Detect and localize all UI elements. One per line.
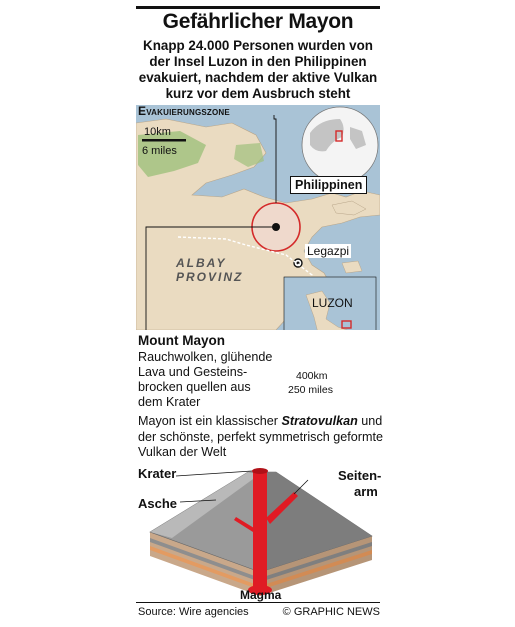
- footer-rule: [136, 602, 380, 603]
- label-side-arm-2: arm: [354, 484, 378, 499]
- strato-term: Stratovulkan: [281, 414, 358, 428]
- source-credit: Source: Wire agencies: [138, 606, 249, 618]
- map-scale-miles: 6 miles: [142, 145, 177, 157]
- region-label-provinz: PROVINZ: [176, 270, 244, 284]
- mayon-description: Rauchwolken, glühende Lava und Gesteins-brocken quellen aus dem Krater: [138, 350, 273, 409]
- map-scale-bar: [142, 139, 186, 142]
- top-rule: [136, 6, 380, 9]
- map-scale-km: 10km: [144, 126, 171, 138]
- page-title: Gefährlicher Mayon: [162, 10, 354, 33]
- label-ash: Asche: [138, 496, 178, 511]
- copyright-credit: © GRAPHIC NEWS: [282, 606, 380, 618]
- label-crater: Krater: [138, 466, 177, 481]
- stratovolcano-text: [138, 414, 384, 461]
- evacuation-zone-label: Evakuierungszone: [138, 104, 230, 118]
- globe-label: Philippinen: [290, 176, 367, 194]
- city-label-legazpi: Legazpi: [307, 244, 350, 258]
- crater: [252, 468, 268, 474]
- label-magma: Magma: [240, 588, 282, 602]
- inset-scale-km: 400km: [296, 370, 328, 382]
- strato-prefix: Mayon ist ein klassischer: [138, 414, 282, 428]
- magma-conduit: [253, 470, 267, 588]
- label-side-arm-1: Seiten-: [338, 468, 382, 483]
- inset-scale-miles: 250 miles: [288, 384, 333, 396]
- inset-label-luzon: LUZON: [312, 296, 353, 310]
- strato-suffix: und der schönste, perfekt symmetrisch geformte Vulkan der Welt: [138, 414, 383, 459]
- page-subtitle: Knapp 24.000 Personen wurden von der Insel Luzon in den Philippinen evakuiert, nachdem der aktive Vulkan kurz vor dem Ausbruch steht: [138, 38, 378, 101]
- region-label-albay: ALBAY: [176, 256, 227, 270]
- mayon-heading: Mount Mayon: [138, 333, 225, 348]
